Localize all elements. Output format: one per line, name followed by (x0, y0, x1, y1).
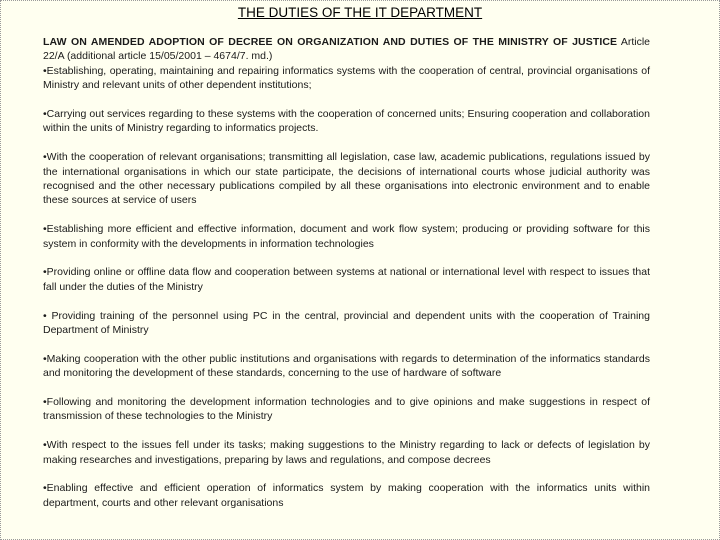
paragraph-gap (43, 208, 650, 222)
paragraph-gap (43, 93, 650, 107)
duty-item: •Making cooperation with the other public institutions and organisations with regards to determination of the informatics standards and monitoring the development of these standards, concerning to the use of hardware of software (43, 352, 650, 380)
duty-item: •Providing online or offline data flow and cooperation between systems at national or international level with respect to issues that fall under the duties of the Ministry (43, 266, 650, 293)
duty-item: •Establishing, operating, maintaining and repairing informatics systems with the cooperation of central, provincial organisations of Ministry and relevant units of other dependent institutions; (43, 64, 650, 92)
paragraph-gap (43, 337, 650, 351)
duty-item: •Carrying out services regarding to these systems with the cooperation of concerned units; Ensuring cooperation and collaboration within the units of Ministry regarding to informatics projects. (43, 108, 650, 135)
law-reference: Article 22/A (additional article 15/05/2001 – 4674/7. md.) (43, 36, 651, 63)
paragraph-gap (43, 251, 650, 265)
page-title (0, 5, 720, 20)
paragraph-gap (43, 294, 650, 308)
law-paragraph (43, 35, 650, 64)
paragraph-gap (43, 136, 650, 150)
duty-item: •Establishing more efficient and effective information, document and work flow system; producing or providing software for this system in conformity with the developments in information technologies (43, 223, 650, 250)
paragraph-gap (43, 467, 650, 481)
duty-item: •With the cooperation of relevant organisations; transmitting all legislation, case law, academic publications, regulations issued by the international organisations in which our state participate, the decisions of international courts whose judicial authority was recognised and the other necessary publications compiled by all these organisations into electronic environment and to enable these sources at service of users (43, 151, 650, 207)
document-body (43, 35, 650, 510)
duty-item: •With respect to the issues fell under its tasks; making suggestions to the Ministry regarding to lack or defects of legislation by making researches and investigations, preparing by laws and regulations, and compose decrees (43, 439, 650, 466)
duty-item: •Following and monitoring the development information technologies and to give opinions and make suggestions in respect of transmission of these technologies to the Ministry (43, 396, 650, 423)
law-heading: LAW ON AMENDED ADOPTION OF DECREE ON ORGANIZATION AND DUTIES OF THE MINISTRY OF JUSTICE (43, 36, 618, 48)
paragraph-gap (43, 381, 650, 395)
duty-item: • Providing training of the personnel using PC in the central, provincial and dependent units with the cooperation of Training Department of Ministry (43, 309, 650, 337)
duty-item: •Enabling effective and efficient operation of informatics system by making cooperation with the informatics units within department, courts and other relevant organisations (43, 482, 650, 509)
page-title-text: THE DUTIES OF THE IT DEPARTMENT (237, 5, 483, 20)
paragraph-gap (43, 424, 650, 438)
